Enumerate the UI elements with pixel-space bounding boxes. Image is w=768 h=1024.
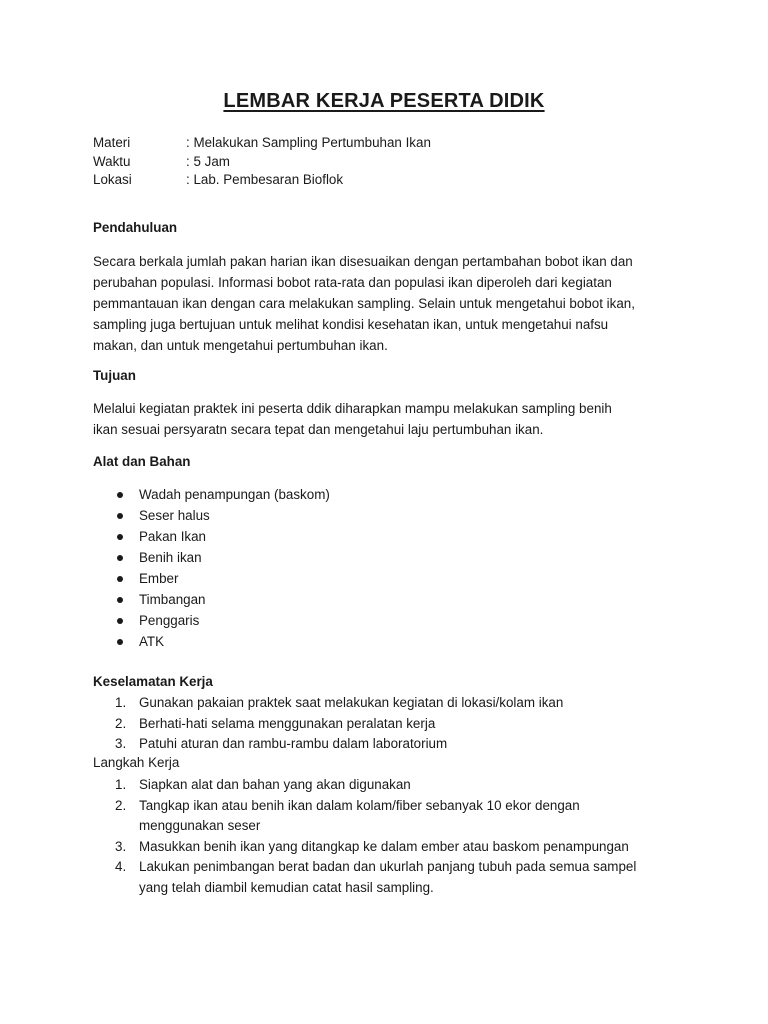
list-item-text: Pakan Ikan	[139, 529, 206, 544]
item-number: 2.	[115, 715, 127, 731]
document-title: LEMBAR KERJA PESERTA DIDIK	[223, 90, 545, 112]
numbered-item	[93, 857, 636, 898]
item-number: 2.	[115, 797, 127, 813]
meta-value: : Lab. Pembesaran Bioflok	[186, 172, 343, 187]
meta-key: Lokasi	[93, 172, 132, 187]
item-number: 1.	[115, 777, 127, 792]
list-item	[93, 484, 330, 505]
item-line: menggunakan seser	[139, 818, 261, 833]
keselamatan-list	[93, 693, 563, 755]
meta-row-waktu	[93, 153, 431, 172]
heading-langkah-kerja: Langkah Kerja	[93, 755, 180, 770]
bullet-icon	[117, 492, 123, 498]
item-line: Berhati-hati selama menggunakan peralatan kerja	[139, 715, 436, 731]
item-number: 1.	[115, 695, 127, 710]
heading-keselamatan-kerja: Keselamatan Kerja	[93, 674, 213, 689]
list-item-text: ATK	[139, 634, 165, 649]
langkah-list	[93, 775, 636, 898]
list-item-text: Ember	[139, 571, 179, 586]
list-item	[93, 610, 330, 631]
list-item-text: Benih ikan	[139, 550, 202, 565]
meta-key: Waktu	[93, 153, 131, 169]
numbered-item	[93, 714, 563, 735]
item-line: Siapkan alat dan bahan yang akan digunakan	[139, 777, 411, 792]
meta-value: : Melakukan Sampling Pertumbuhan Ikan	[186, 135, 431, 150]
bullet-icon	[117, 576, 123, 582]
numbered-item	[93, 693, 563, 714]
item-number: 4.	[115, 859, 127, 874]
meta-row-lokasi	[93, 171, 431, 190]
item-line: Tangkap ikan atau benih ikan dalam kolam/fiber sebanyak 10 ekor dengan	[139, 797, 580, 813]
list-item	[93, 547, 330, 568]
list-item	[93, 568, 330, 589]
list-item	[93, 526, 330, 547]
paragraph-line: makan, dan untuk mengetahui pertumbuhan ikan.	[93, 338, 388, 353]
meta-key: Materi	[93, 135, 131, 150]
item-line: Patuhi aturan dan rambu-rambu dalam laboratorium	[139, 736, 448, 751]
bullet-icon	[117, 513, 123, 519]
bullet-icon	[117, 534, 123, 540]
paragraph-line: pemmantauan ikan dengan cara melakukan sampling. Selain untuk mengetahui bobot ikan,	[93, 296, 635, 311]
item-line: Masukkan benih ikan yang ditangkap ke dalam ember atau baskom penampungan	[139, 838, 629, 854]
paragraph-tujuan	[93, 398, 673, 440]
numbered-item	[93, 775, 636, 796]
paragraph-line: ikan sesuai persyaratn secara tepat dan mengetahui laju pertumbuhan ikan.	[93, 422, 544, 437]
paragraph-pendahuluan	[93, 251, 673, 356]
item-number: 3.	[115, 838, 127, 854]
alat-bahan-list	[93, 484, 330, 652]
bullet-icon	[117, 639, 123, 645]
meta-row-materi	[93, 134, 431, 153]
paragraph-line: Secara berkala jumlah pakan harian ikan disesuaikan dengan pertambahan bobot ikan dan	[93, 254, 633, 269]
paragraph-line: Melalui kegiatan praktek ini peserta ddik diharapkan mampu melakukan sampling benih	[93, 401, 612, 416]
list-item-text: Timbangan	[139, 592, 206, 607]
list-item-text: Wadah penampungan (baskom)	[139, 487, 330, 502]
item-line: Lakukan penimbangan berat badan dan ukurlah panjang tubuh pada semua sampel	[139, 859, 637, 874]
list-item-text: Penggaris	[139, 613, 200, 628]
numbered-item	[93, 837, 636, 858]
item-line: yang telah diambil kemudian catat hasil sampling.	[139, 879, 434, 895]
bullet-icon	[117, 597, 123, 603]
list-item	[93, 505, 330, 526]
bullet-icon	[117, 618, 123, 624]
list-item	[93, 589, 330, 610]
item-number: 3.	[115, 736, 127, 751]
bullet-icon	[117, 555, 123, 561]
numbered-item	[93, 734, 563, 755]
paragraph-line: sampling juga bertujuan untuk melihat kondisi kesehatan ikan, untuk mengetahui nafsu	[93, 317, 609, 332]
list-item	[93, 631, 330, 652]
heading-tujuan: Tujuan	[93, 368, 136, 383]
paragraph-line: perubahan populasi. Informasi bobot rata-rata dan populasi ikan diperoleh dari kegiatan	[93, 275, 612, 290]
item-line: Gunakan pakaian praktek saat melakukan kegiatan di lokasi/kolam ikan	[139, 695, 564, 710]
heading-alat-bahan: Alat dan Bahan	[93, 454, 191, 469]
meta-value: : 5 Jam	[186, 154, 230, 169]
heading-pendahuluan: Pendahuluan	[93, 220, 178, 235]
list-item-text: Seser halus	[139, 508, 210, 523]
numbered-item	[93, 796, 636, 837]
meta-block	[93, 134, 431, 190]
